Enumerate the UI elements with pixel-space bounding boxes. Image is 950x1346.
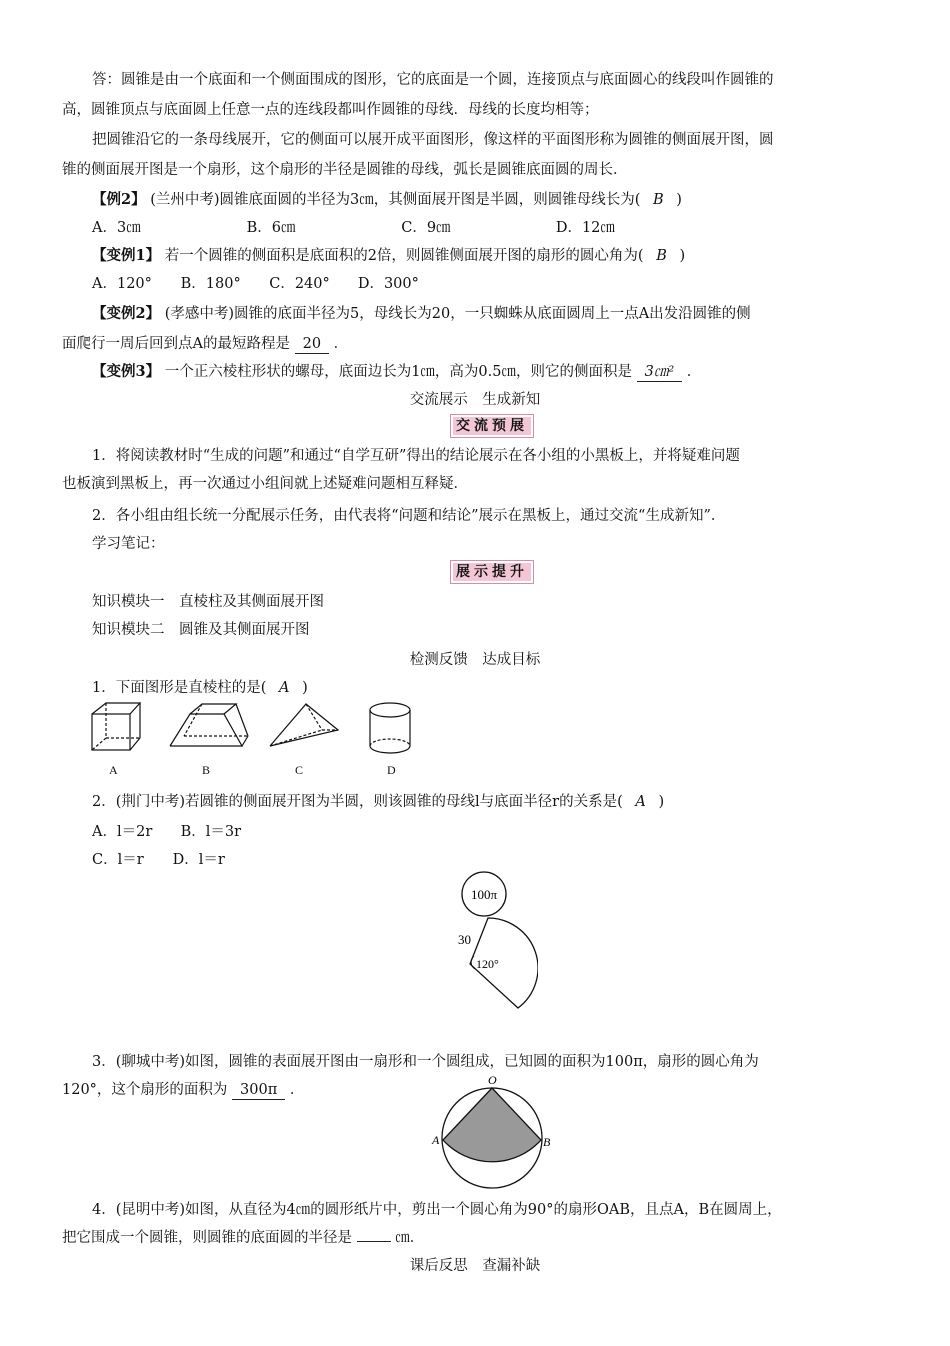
question-4-text-2: 把它围成一个圆锥，则圆锥的底面圆的半径是 bbox=[62, 1230, 352, 1246]
example-2-option-d: D．12㎝ bbox=[555, 220, 615, 236]
variant-1-option-c: C．240° bbox=[269, 276, 330, 292]
variant-2-end: ． bbox=[333, 336, 349, 352]
variant-3-tag: 【变例3】 bbox=[92, 363, 161, 380]
question-1 bbox=[92, 674, 902, 702]
cube-drawing bbox=[92, 703, 140, 750]
point-b-label: B bbox=[543, 1135, 551, 1149]
variant-2-line-1 bbox=[92, 300, 902, 328]
question-2-option-a: A．l＝2r bbox=[92, 824, 153, 840]
example-2-close: ) bbox=[676, 192, 682, 208]
variant-2-text: (孝感中考)圆锥的底面半径为5，母线长为20，一只蜘蛛从底面圆周上一点A出发沿圆锥的侧 bbox=[164, 306, 751, 322]
point-a-label: A bbox=[432, 1133, 440, 1147]
question-3-text-2: 120°，这个扇形的面积为 bbox=[62, 1082, 228, 1098]
example-2-tag: 【例2】 bbox=[92, 191, 146, 208]
example-2-option-a: A．3㎝ bbox=[92, 220, 141, 236]
solid-label-c: C bbox=[295, 763, 304, 777]
variant-1-text: 若一个圆锥的侧面积是底面积的2倍，则圆锥侧面展开图的扇形的圆心角为( bbox=[164, 248, 644, 264]
cylinder-drawing bbox=[370, 703, 410, 753]
variant-2-tag: 【变例2】 bbox=[92, 305, 161, 322]
point-o-label: O bbox=[488, 1073, 497, 1087]
banner-exchange-preview: 交流预展 bbox=[450, 414, 534, 438]
example-2-text: (兰州中考)圆锥底面圆的半径为3㎝，其侧面展开图是半圆，则圆锥母线长为( bbox=[150, 192, 641, 208]
pyramid-drawing bbox=[270, 704, 338, 748]
variant-1-option-b: B．180° bbox=[180, 276, 241, 292]
question-1-answer: A bbox=[279, 680, 290, 696]
variant-1-options bbox=[92, 270, 902, 298]
central-angle-label: 120° bbox=[476, 957, 499, 971]
question-3-answer: 300π bbox=[232, 1081, 285, 1100]
radius-label: 30 bbox=[458, 932, 471, 947]
question-4-end: ㎝． bbox=[395, 1230, 425, 1246]
example-2-option-b: B．6㎝ bbox=[246, 220, 296, 236]
question-1-text: 1．下面图形是直棱柱的是( bbox=[92, 680, 267, 696]
exchange-item-1b: 也板演到黑板上，再一次通过小组间就上述疑难问题相互释疑． bbox=[62, 476, 468, 492]
question-3-line-1: 3．(聊城中考)如图，圆锥的表面展开图由一扇形和一个圆组成，已知圆的面积为100π，扇形的圆心角为 bbox=[92, 1054, 759, 1070]
variant-2-text-2: 面爬行一周后回到点A的最短路程是 bbox=[62, 336, 290, 352]
question-2-answer: A bbox=[635, 794, 646, 810]
intro-line-1: 答：圆锥是由一个底面和一个侧面围成的图形，它的底面是一个圆，连接顶点与底面圆心的线段叫作圆锥的 bbox=[92, 72, 774, 88]
variant-1 bbox=[92, 242, 902, 270]
question-2 bbox=[92, 788, 902, 816]
frustum-drawing bbox=[170, 704, 248, 746]
sector-oab bbox=[443, 1088, 541, 1162]
solid-label-b: B bbox=[202, 763, 211, 777]
question-1-close: ) bbox=[302, 680, 308, 696]
example-2-answer: B bbox=[653, 192, 664, 208]
intro-line-2: 高，圆锥顶点与底面圆上任意一点的连线段都叫作圆锥的母线．母线的长度均相等； bbox=[62, 102, 599, 118]
variant-1-option-a: A．120° bbox=[92, 276, 152, 292]
example-2-option-c: C．9㎝ bbox=[401, 220, 451, 236]
question-4-line-2 bbox=[62, 1224, 872, 1252]
exchange-item-1a: 1．将阅读教材时“生成的问题”和通过“自学互研”得出的结论展示在各小组的小黑板上，并将疑难问题 bbox=[92, 448, 740, 464]
variant-3-answer: 3㎝² bbox=[637, 363, 683, 382]
variant-1-tag: 【变例1】 bbox=[92, 247, 161, 264]
circle-area-label: 100π bbox=[470, 887, 498, 902]
question-2-option-d: D．l＝r bbox=[172, 852, 225, 868]
cone-net-figure bbox=[448, 868, 538, 1028]
solid-label-d: D bbox=[387, 763, 396, 777]
variant-3-text: 一个正六棱柱形状的螺母，底面边长为1㎝，高为0.5㎝，则它的侧面积是 bbox=[164, 364, 632, 380]
study-notes-label: 学习笔记： bbox=[92, 536, 165, 552]
exchange-item-2: 2．各小组由组长统一分配展示任务，由代表将“问题和结论”展示在黑板上，通过交流“生成新知”． bbox=[92, 508, 726, 524]
variant-2-line-2 bbox=[62, 330, 872, 358]
variant-2-answer: 20 bbox=[295, 335, 329, 354]
example-2 bbox=[92, 186, 902, 214]
knowledge-module-2: 知识模块二 圆锥及其侧面展开图 bbox=[92, 622, 310, 638]
solids-figure bbox=[86, 700, 426, 760]
knowledge-module-1: 知识模块一 直棱柱及其侧面展开图 bbox=[92, 594, 324, 610]
section-title-reflection: 课后反思 查漏补缺 bbox=[409, 1258, 541, 1274]
intro-line-3: 把圆锥沿它的一条母线展开，它的侧面可以展开成平面图形，像这样的平面图形称为圆锥的侧面展开图，圆 bbox=[92, 132, 774, 148]
question-2-options-row-1 bbox=[92, 818, 902, 846]
question-2-text: 2．(荆门中考)若圆锥的侧面展开图为半圆，则该圆锥的母线l与底面半径r的关系是( bbox=[92, 794, 623, 810]
question-2-close: ) bbox=[658, 794, 665, 810]
banner-show-improve: 展示提升 bbox=[450, 560, 534, 584]
question-4-line-1: 4．(昆明中考)如图，从直径为4㎝的圆形纸片中，剪出一个圆心角为90°的扇形OAB，且点A，B在圆周上， bbox=[92, 1202, 782, 1218]
section-title-exchange: 交流展示 生成新知 bbox=[409, 392, 541, 408]
question-4-blank bbox=[357, 1241, 391, 1242]
sector-in-circle-figure bbox=[428, 1072, 558, 1198]
question-2-option-b: B．l＝3r bbox=[180, 824, 242, 840]
variant-3-end: ． bbox=[686, 364, 702, 380]
example-2-options bbox=[92, 214, 902, 242]
section-title-feedback: 检测反馈 达成目标 bbox=[409, 652, 541, 668]
variant-1-option-d: D．300° bbox=[357, 276, 419, 292]
question-3-end: ． bbox=[289, 1082, 305, 1098]
intro-line-4: 锥的侧面展开图是一个扇形，这个扇形的半径是圆锥的母线，弧长是圆锥底面圆的周长． bbox=[62, 162, 628, 178]
variant-1-answer: B bbox=[656, 248, 667, 264]
variant-3 bbox=[92, 358, 902, 386]
question-2-option-c: C．l＝r bbox=[92, 852, 144, 868]
variant-1-close: ) bbox=[679, 248, 686, 264]
solid-label-a: A bbox=[109, 763, 118, 777]
